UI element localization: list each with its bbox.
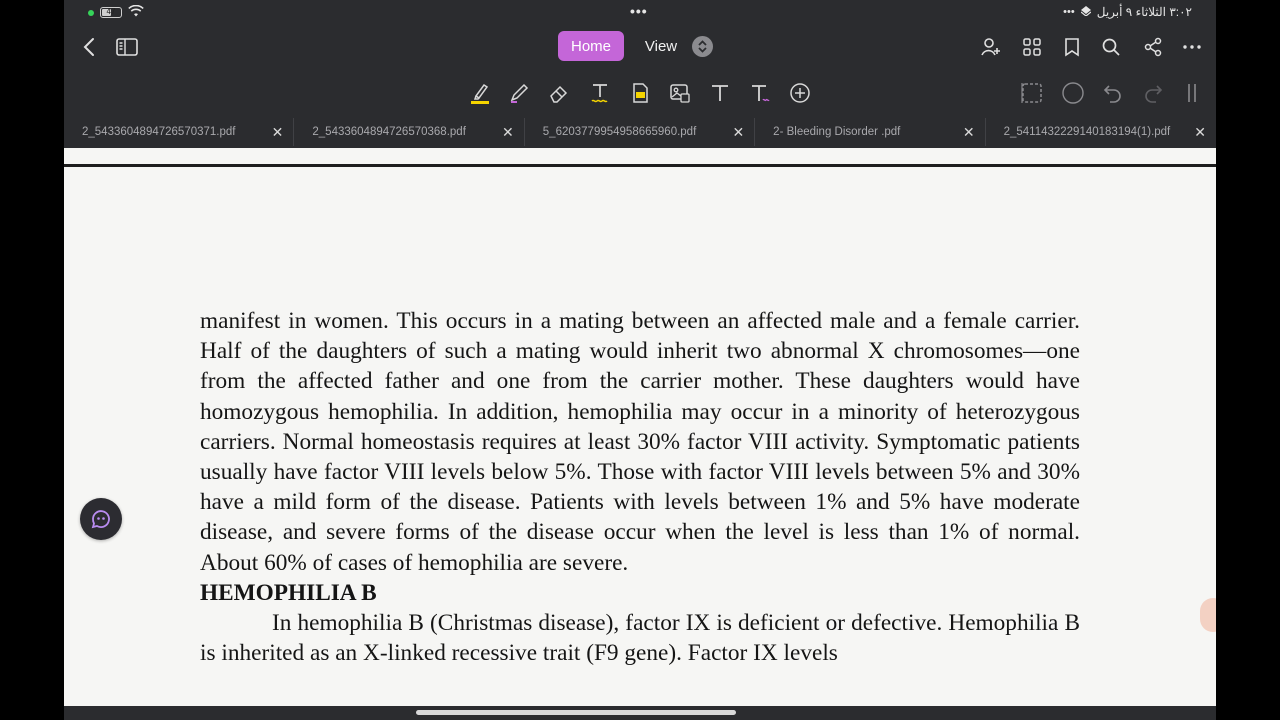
status-left bbox=[88, 5, 144, 20]
file-tab-name: 2_5433604894726570368.pdf bbox=[312, 126, 466, 138]
file-tab-name: 5_6203779954958665960.pdf bbox=[542, 126, 697, 138]
text-icon[interactable] bbox=[707, 80, 733, 106]
status-more-dots: ••• bbox=[1063, 6, 1075, 18]
multitask-dots[interactable]: ••• bbox=[630, 3, 648, 19]
top-nav bbox=[64, 26, 1216, 68]
file-tab[interactable] bbox=[986, 118, 1216, 146]
undo-icon[interactable] bbox=[1100, 80, 1126, 106]
more-icon[interactable] bbox=[1179, 34, 1205, 60]
file-tab[interactable] bbox=[64, 118, 294, 146]
app-screen bbox=[64, 0, 1216, 720]
highlighter-icon[interactable] bbox=[467, 80, 493, 106]
note-icon[interactable] bbox=[627, 80, 653, 106]
sidebar-icon[interactable] bbox=[114, 34, 140, 60]
file-tab[interactable] bbox=[525, 118, 755, 146]
home-indicator[interactable] bbox=[416, 710, 736, 715]
focus-icon bbox=[1081, 5, 1091, 19]
close-icon[interactable]: ✕ bbox=[502, 123, 514, 140]
bookmark-icon[interactable] bbox=[1059, 34, 1085, 60]
collapse-toolbar-icon[interactable] bbox=[1179, 80, 1205, 106]
tab-view[interactable]: View bbox=[644, 37, 678, 55]
close-icon[interactable]: ✕ bbox=[271, 123, 284, 140]
image-icon[interactable] bbox=[667, 80, 693, 106]
text-underline-icon[interactable] bbox=[587, 80, 613, 106]
page-separator bbox=[64, 164, 1216, 167]
shape-icon[interactable] bbox=[1060, 80, 1086, 106]
close-icon[interactable]: ✕ bbox=[962, 123, 975, 140]
close-icon[interactable]: ✕ bbox=[1194, 123, 1206, 140]
document-paragraph: manifest in women. This occurs in a mating between an affected male and a female carrier. Half of the daughters of such a mating would inherit two abnormal X chromosomes—one from the affected father and one from the carrier mother. These daughters would have homozygous hemophilia. In addition, hemophilia may occur in a minority of heterozygous carriers. Normal homeostasis requires at least 30% factor VIII activity. Symptomatic patients usually have factor VIII levels below 5%. Those with factor VIII levels between 5% and 30% have a mild form of the disease. Patients with levels between 1% and 5% have moderate disease, and severe forms of the disease occur when the level is less than 1% of normal. About 60% of cases of hemophilia are severe. bbox=[200, 308, 1080, 576]
view-toggle-icon[interactable] bbox=[692, 36, 713, 57]
battery-icon bbox=[100, 7, 122, 18]
close-icon[interactable]: ✕ bbox=[732, 123, 745, 140]
file-tab-name: 2_5433604894726570371.pdf bbox=[82, 126, 236, 138]
grid-icon[interactable] bbox=[1019, 34, 1045, 60]
share-icon[interactable] bbox=[1140, 34, 1166, 60]
document-paragraph: In hemophilia B (Christmas disease), factor IX is deficient or defective. Hemophilia B is inherited as an X-linked recessive trait (F9 gene). Factor IX levels bbox=[200, 610, 1080, 667]
chat-bot-icon bbox=[89, 507, 113, 531]
document-viewer[interactable] bbox=[64, 148, 1216, 706]
add-user-icon[interactable] bbox=[978, 34, 1004, 60]
eraser-icon[interactable] bbox=[546, 80, 572, 106]
file-tabs bbox=[64, 118, 1216, 146]
camera-indicator-icon bbox=[88, 10, 94, 16]
file-tab[interactable] bbox=[294, 118, 524, 146]
search-icon[interactable] bbox=[1098, 34, 1124, 60]
lasso-select-icon[interactable] bbox=[1019, 80, 1045, 106]
annotation-toolbar bbox=[64, 70, 1216, 116]
battery-percent: 47 bbox=[106, 7, 116, 16]
status-right bbox=[1063, 5, 1192, 19]
side-pull-tab[interactable] bbox=[1200, 598, 1216, 632]
back-chevron-icon[interactable] bbox=[76, 34, 102, 60]
status-bar bbox=[64, 0, 1216, 26]
section-heading: HEMOPHILIA B bbox=[200, 579, 377, 606]
add-icon[interactable] bbox=[787, 80, 813, 106]
document-page bbox=[200, 306, 1080, 668]
file-tab-name: 2_5411432229140183194(1).pdf bbox=[1003, 126, 1171, 138]
text-strikethrough-icon[interactable] bbox=[747, 80, 773, 106]
ai-assistant-button[interactable] bbox=[80, 498, 122, 540]
file-tab-name: 2- Bleeding Disorder .pdf bbox=[773, 126, 901, 138]
redo-icon[interactable] bbox=[1140, 80, 1166, 106]
wifi-icon bbox=[128, 5, 144, 20]
file-tab[interactable] bbox=[755, 118, 985, 146]
status-time-date: ٣:٠٢ الثلاثاء ٩ أبريل bbox=[1096, 5, 1192, 19]
tab-home[interactable]: Home bbox=[558, 31, 624, 61]
pen-icon[interactable] bbox=[506, 80, 532, 106]
